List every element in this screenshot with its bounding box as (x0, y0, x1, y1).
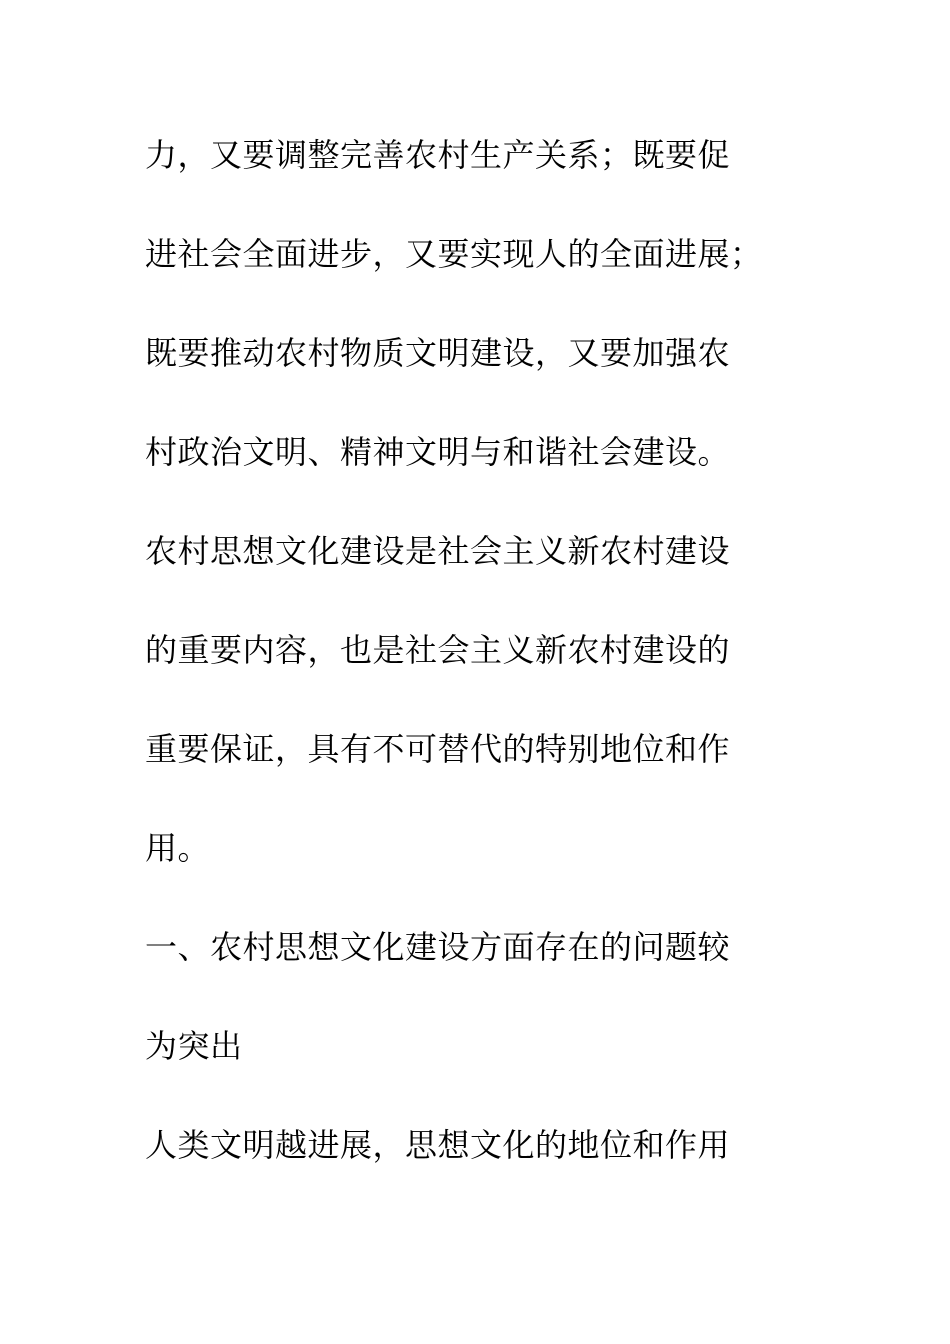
section-heading-line-1: 一、农村思想文化建设方面存在的问题较 (145, 928, 731, 966)
text-line-6: 的重要内容，也是社会主义新农村建设的 (145, 631, 731, 669)
text-line-1: 力，又要调整完善农村生产关系；既要促 (145, 136, 731, 174)
text-line-3: 既要推动农村物质文明建设，又要加强农 (145, 334, 731, 372)
text-line-8: 用。 (145, 829, 211, 867)
section-heading-line-2: 为突出 (145, 1027, 243, 1065)
text-line-7: 重要保证，具有不可替代的特别地位和作 (145, 730, 731, 768)
body-text (145, 126, 805, 1215)
text-line-4: 村政治文明、精神文明与和谐社会建设。 (145, 433, 731, 471)
text-line-9: 人类文明越进展，思想文化的地位和作用 (145, 1126, 731, 1164)
text-line-2: 进社会全面进步，又要实现人的全面进展； (145, 235, 763, 273)
text-line-5: 农村思想文化建设是社会主义新农村建设 (145, 532, 731, 570)
